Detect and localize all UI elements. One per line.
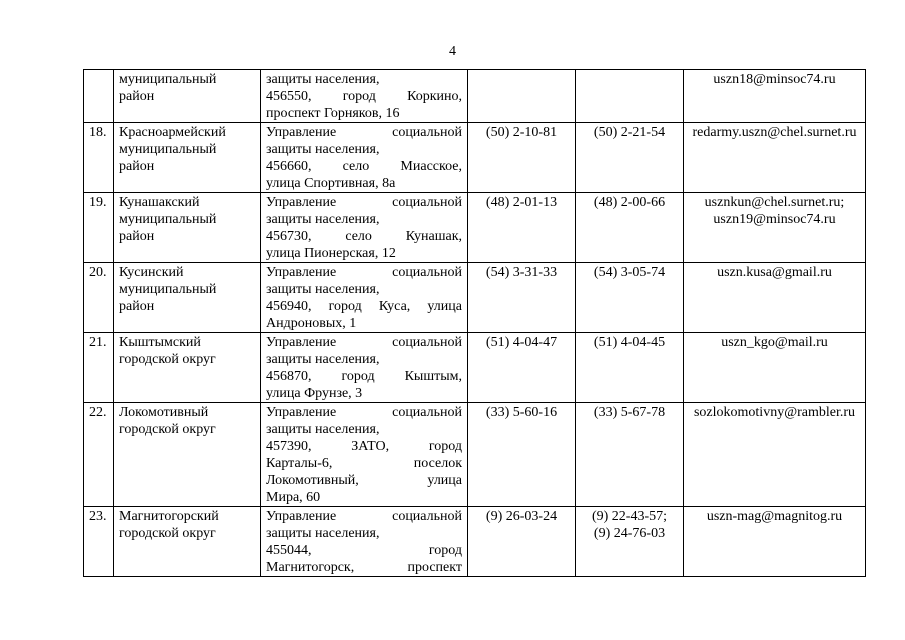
phone-cell xyxy=(468,123,576,193)
fax-cell xyxy=(576,507,684,577)
address-line: защиты населения, xyxy=(266,212,380,227)
address-line: Управление социальной xyxy=(266,265,462,280)
email-cell xyxy=(684,263,866,333)
table-row xyxy=(84,123,866,193)
municipality-name-line: муниципальный xyxy=(119,72,217,87)
address-line: 456660, село Миасское, xyxy=(266,159,462,174)
email-cell xyxy=(684,193,866,263)
email-address: sozlokomotivny@rambler.ru xyxy=(693,405,856,420)
fax-cell xyxy=(576,193,684,263)
table-row xyxy=(84,193,866,263)
email-cell xyxy=(684,507,866,577)
phone-cell xyxy=(468,333,576,403)
municipality-name-line: Красноармейский xyxy=(119,125,226,140)
phone-cell xyxy=(468,403,576,507)
table-row xyxy=(84,507,866,577)
address-line: улица Пионерская, 12 xyxy=(266,246,396,261)
address-line: Магнитогорск, проспект xyxy=(266,560,462,575)
municipality-name-line: Кыштымский xyxy=(119,335,201,350)
address-line: 457390, ЗАТО, город xyxy=(266,439,462,454)
phone-number: (51) 4-04-45 xyxy=(593,335,666,350)
municipality-name-line: Кунашакский xyxy=(119,195,200,210)
address-line: 456940, город Куса, улица xyxy=(266,299,462,314)
row-number: 23. xyxy=(89,509,107,524)
municipality-cell xyxy=(114,507,261,577)
address-cell xyxy=(261,193,468,263)
municipality-name-line: Магнитогорский xyxy=(119,509,219,524)
address-cell xyxy=(261,403,468,507)
municipality-name-line: городской округ xyxy=(119,526,216,541)
row-number-cell xyxy=(84,123,114,193)
address-cell xyxy=(261,70,468,123)
address-cell xyxy=(261,263,468,333)
municipality-cell xyxy=(114,193,261,263)
row-number-cell xyxy=(84,70,114,123)
phone-number: (9) 24-76-03 xyxy=(593,526,666,541)
page-number: 4 xyxy=(449,44,456,59)
email-cell xyxy=(684,123,866,193)
phone-number: (48) 2-01-13 xyxy=(485,195,558,210)
municipality-name-line: район xyxy=(119,159,155,174)
phone-number: (33) 5-60-16 xyxy=(485,405,558,420)
municipality-name-line: район xyxy=(119,299,155,314)
address-line: защиты населения, xyxy=(266,422,380,437)
municipality-name-line: Локомотивный xyxy=(119,405,209,420)
email-address: uszn18@minsoc74.ru xyxy=(713,72,836,87)
row-number: 19. xyxy=(89,195,107,210)
row-number-cell xyxy=(84,333,114,403)
row-number-cell xyxy=(84,263,114,333)
address-line: 456870, город Кыштым, xyxy=(266,369,462,384)
municipality-name-line: Кусинский xyxy=(119,265,184,280)
municipality-cell xyxy=(114,333,261,403)
row-number-cell xyxy=(84,507,114,577)
phone-number: (33) 5-67-78 xyxy=(593,405,666,420)
table-row xyxy=(84,333,866,403)
table-body xyxy=(84,70,866,577)
fax-cell xyxy=(576,70,684,123)
row-number: 21. xyxy=(89,335,107,350)
municipality-name-line: муниципальный xyxy=(119,282,217,297)
contacts-table xyxy=(83,69,866,577)
email-cell xyxy=(684,403,866,507)
municipality-name-line: район xyxy=(119,229,155,244)
table-row xyxy=(84,70,866,123)
phone-number: (9) 22-43-57; xyxy=(591,509,668,524)
municipality-cell xyxy=(114,123,261,193)
email-address: uszn_kgo@mail.ru xyxy=(721,335,828,350)
address-line: Андроновых, 1 xyxy=(266,316,357,331)
fax-cell xyxy=(576,403,684,507)
email-address: usznkun@chel.surnet.ru; xyxy=(704,195,845,210)
fax-cell xyxy=(576,123,684,193)
phone-number: (51) 4-04-47 xyxy=(485,335,558,350)
row-number: 20. xyxy=(89,265,107,280)
row-number-cell xyxy=(84,403,114,507)
municipality-name-line: городской округ xyxy=(119,352,216,367)
address-line: 456550, город Коркино, xyxy=(266,89,462,104)
phone-cell xyxy=(468,507,576,577)
email-cell xyxy=(684,70,866,123)
row-number: 18. xyxy=(89,125,107,140)
address-line: проспект Горняков, 16 xyxy=(266,106,400,121)
address-line: 456730, село Кунашак, xyxy=(266,229,462,244)
address-cell xyxy=(261,333,468,403)
email-address: uszn.kusa@gmail.ru xyxy=(717,265,832,280)
email-address: redarmy.uszn@chel.surnet.ru xyxy=(692,125,857,140)
address-line: Управление социальной xyxy=(266,335,462,350)
email-address: uszn-mag@magnitog.ru xyxy=(706,509,843,524)
address-line: Управление социальной xyxy=(266,125,462,140)
address-line: улица Фрунзе, 3 xyxy=(266,386,363,401)
phone-number: (54) 3-05-74 xyxy=(593,265,666,280)
phone-number: (50) 2-21-54 xyxy=(593,125,666,140)
table-row xyxy=(84,403,866,507)
phone-cell xyxy=(468,193,576,263)
email-address: uszn19@minsoc74.ru xyxy=(713,212,836,227)
municipality-cell xyxy=(114,263,261,333)
address-cell xyxy=(261,507,468,577)
row-number-cell xyxy=(84,193,114,263)
email-cell xyxy=(684,333,866,403)
address-line: Управление социальной xyxy=(266,509,462,524)
phone-number: (9) 26-03-24 xyxy=(485,509,558,524)
address-cell xyxy=(261,123,468,193)
municipality-cell xyxy=(114,70,261,123)
address-line: защиты населения, xyxy=(266,526,380,541)
address-line: Локомотивный, улица xyxy=(266,473,462,488)
address-line: защиты населения, xyxy=(266,142,380,157)
table-row xyxy=(84,263,866,333)
phone-number: (48) 2-00-66 xyxy=(593,195,666,210)
phone-number: (50) 2-10-81 xyxy=(485,125,558,140)
phone-cell xyxy=(468,263,576,333)
fax-cell xyxy=(576,263,684,333)
address-line: 455044, город xyxy=(266,543,462,558)
address-line: Управление социальной xyxy=(266,195,462,210)
address-line: защиты населения, xyxy=(266,352,380,367)
address-line: защиты населения, xyxy=(266,72,380,87)
fax-cell xyxy=(576,333,684,403)
address-line: улица Спортивная, 8а xyxy=(266,176,396,191)
row-number: 22. xyxy=(89,405,107,420)
address-line: Карталы-6, поселок xyxy=(266,456,462,471)
municipality-name-line: муниципальный xyxy=(119,142,217,157)
municipality-name-line: муниципальный xyxy=(119,212,217,227)
phone-cell xyxy=(468,70,576,123)
phone-number: (54) 3-31-33 xyxy=(485,265,558,280)
address-line: защиты населения, xyxy=(266,282,380,297)
address-line: Управление социальной xyxy=(266,405,462,420)
municipality-cell xyxy=(114,403,261,507)
address-line: Мира, 60 xyxy=(266,490,321,505)
municipality-name-line: район xyxy=(119,89,155,104)
municipality-name-line: городской округ xyxy=(119,422,216,437)
